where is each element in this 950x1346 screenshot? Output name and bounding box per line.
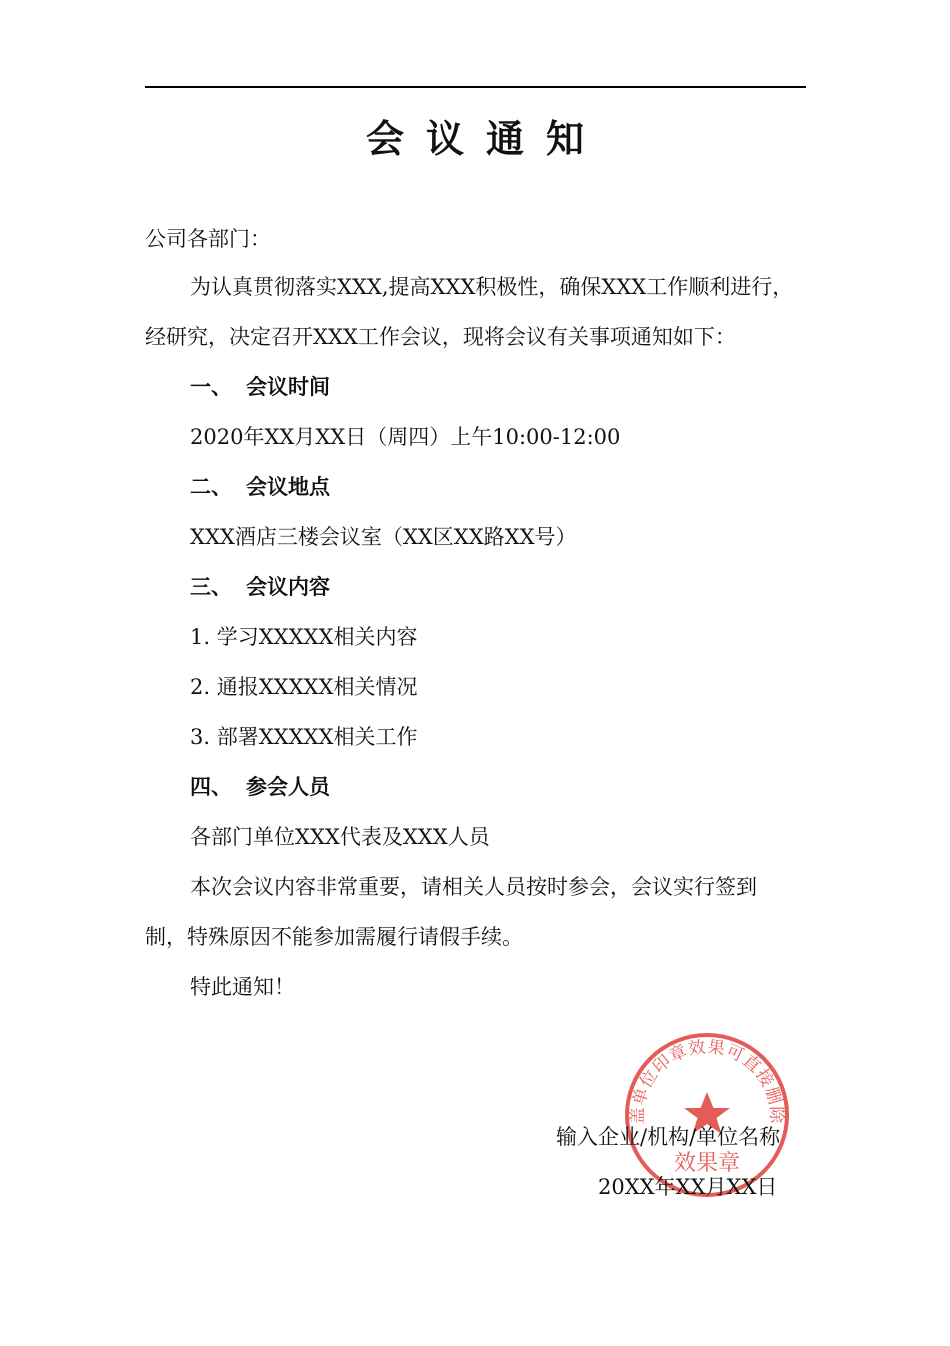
section-heading-content bbox=[190, 572, 330, 602]
meeting-time: 2020年XX月XX日（周四）上午10:00-12:00 bbox=[190, 425, 621, 449]
content-item: 3. 部署XXXXX相关工作 bbox=[190, 725, 418, 749]
section-heading-time bbox=[190, 372, 330, 402]
closing-paragraph-line-2: 制，特殊原因不能参加需履行请假手续。 bbox=[145, 925, 523, 949]
content-item: 1. 学习XXXXX相关内容 bbox=[190, 625, 418, 649]
signature-date: 20XX年XX月XX日 bbox=[598, 1175, 778, 1199]
salutation: 公司各部门： bbox=[145, 227, 271, 251]
section-heading-attendees bbox=[190, 772, 330, 802]
intro-paragraph-line-2: 经研究，决定召开XXX工作会议，现将会议有关事项通知如下： bbox=[145, 325, 736, 349]
signature-organization: 输入企业/机构/单位名称 bbox=[556, 1125, 781, 1149]
intro-paragraph-line-1: 为认真贯彻落实XXX,提高XXX积极性，确保XXX工作顺利进行， bbox=[190, 275, 794, 299]
header-rule bbox=[145, 86, 806, 88]
notice-title: 会议通知 bbox=[365, 117, 606, 161]
section-title: 参会人员 bbox=[246, 775, 330, 799]
closing-final: 特此通知！ bbox=[190, 975, 295, 999]
section-number: 一、 bbox=[190, 375, 232, 399]
attendees: 各部门单位XXX代表及XXX人员 bbox=[190, 825, 490, 849]
section-title: 会议内容 bbox=[246, 575, 330, 599]
section-heading-location bbox=[190, 472, 330, 502]
section-number: 三、 bbox=[190, 575, 232, 599]
content-item: 2. 通报XXXXX相关情况 bbox=[190, 675, 418, 699]
meeting-location: XXX酒店三楼会议室（XX区XX路XX号） bbox=[190, 525, 577, 549]
seal-center-text: 效果章 bbox=[673, 1151, 741, 1176]
closing-paragraph-line-1: 本次会议内容非常重要，请相关人员按时参会，会议实行签到 bbox=[190, 875, 757, 899]
seal-ring-text: 盖单位印章效果可直接删除 bbox=[627, 1037, 787, 1125]
section-number: 二、 bbox=[190, 475, 232, 499]
section-title: 会议地点 bbox=[246, 475, 330, 499]
section-number: 四、 bbox=[190, 775, 232, 799]
section-title: 会议时间 bbox=[246, 375, 330, 399]
